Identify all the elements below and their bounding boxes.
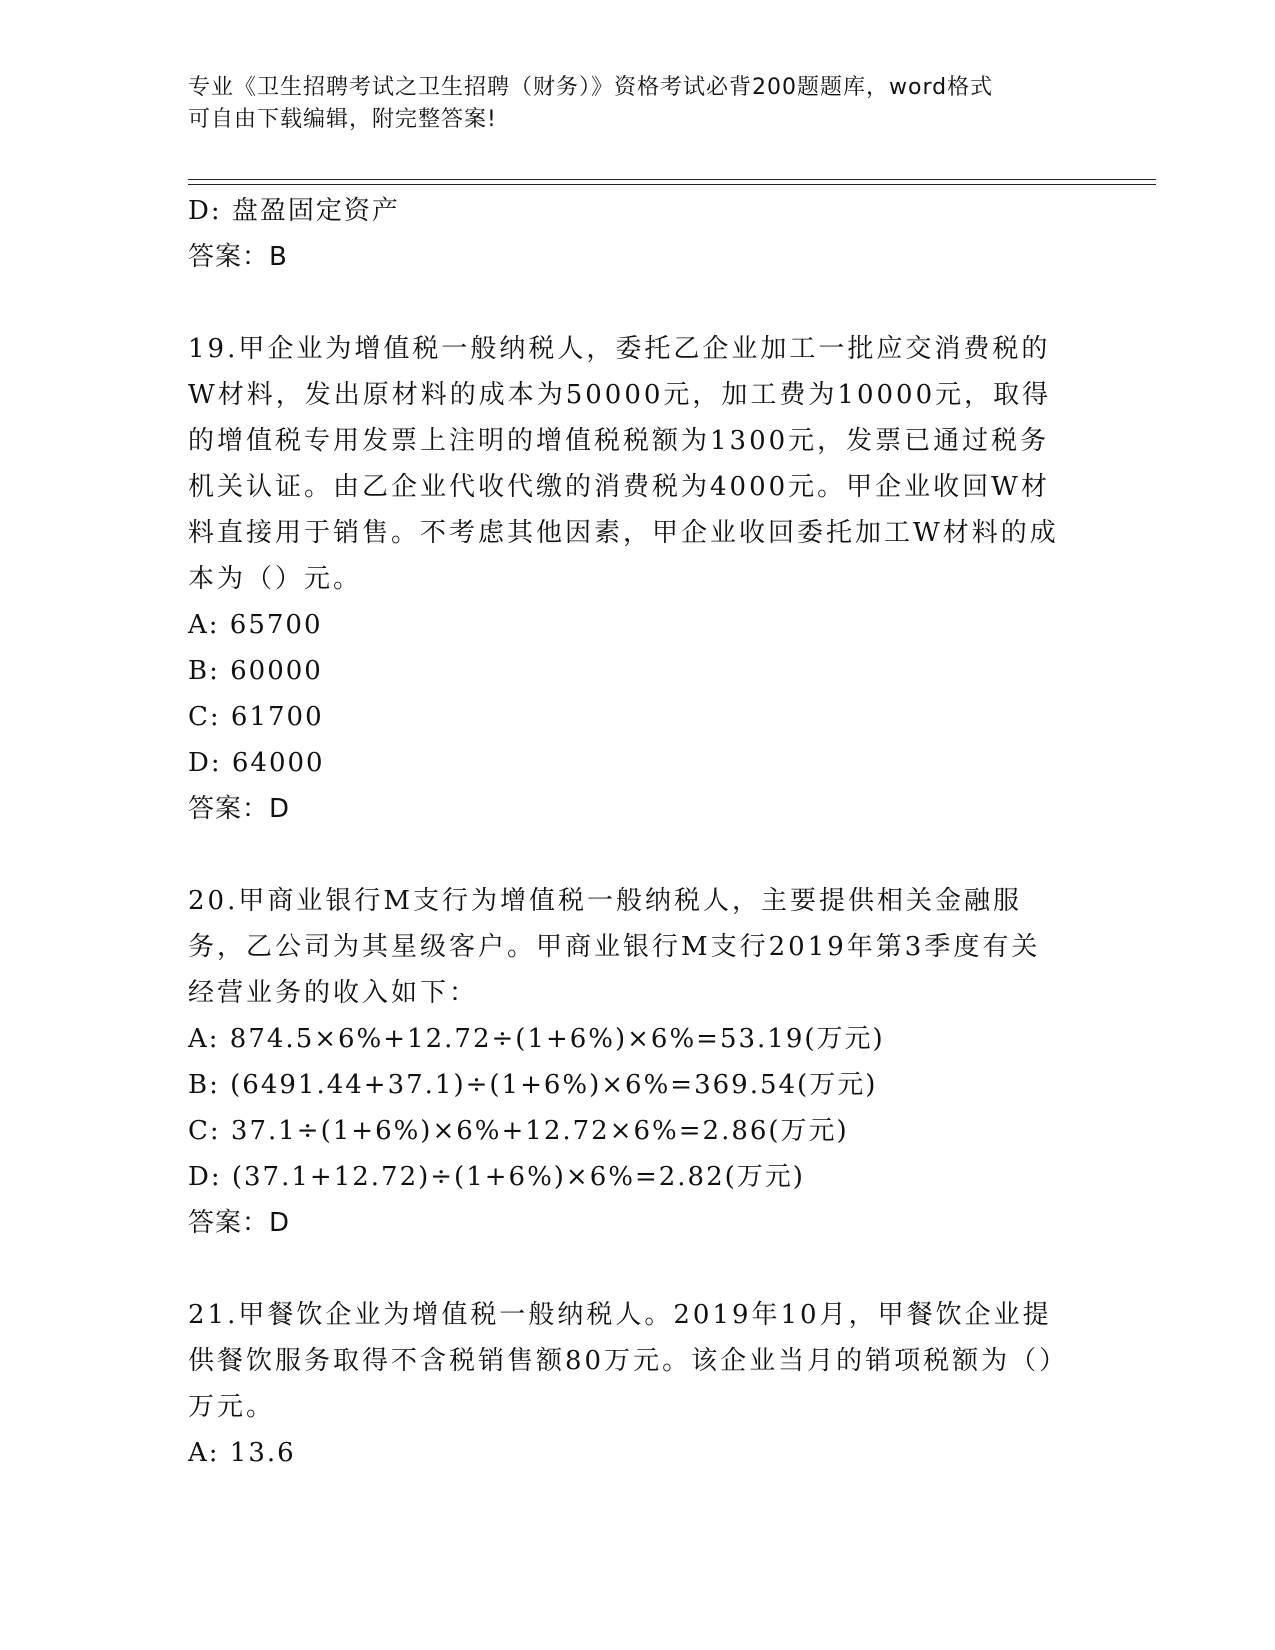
question-20-option-d: D: (37.1+12.72)÷(1+6%)×6%=2.82(万元) <box>188 1162 805 1192</box>
question-19-option-c: C: 61700 <box>188 702 324 732</box>
spacer <box>188 832 1088 878</box>
question-20-answer: 答案：D <box>188 1208 291 1238</box>
prev-answer: 答案：B <box>188 242 288 272</box>
question-19-stem: 19.甲企业为增值税一般纳税人，委托乙企业加工一批应交消费税的W材料，发出原材料的成本为50000元，加工费为10000元，取得的增值税专用发票上注明的增值税税额为1300元，发票已通过税务机关认证。由乙企业代收代缴的消费税为4000元。甲企业收回W材料直接用于销售。不考虑其他因素，甲企业收回委托加工W材料的成本为（）元。 <box>188 334 1059 594</box>
question-21-option-a: A: 13.6 <box>188 1438 296 1468</box>
question-20-option-c: C: 37.1÷(1+6%)×6%+12.72×6%=2.86(万元) <box>188 1116 849 1146</box>
header-rule-bottom <box>188 184 1156 185</box>
question-19-option-b: B: 60000 <box>188 656 323 686</box>
header-line-1: 专业《卫生招聘考试之卫生招聘（财务）》资格考试必背200题题库，word格式 <box>188 75 994 100</box>
spacer <box>188 280 1088 326</box>
prev-option-d: D: 盘盈固定资产 <box>188 196 400 226</box>
question-20-option-b: B: (6491.44+37.1)÷(1+6%)×6%=369.54(万元) <box>188 1070 878 1100</box>
question-21-stem: 21.甲餐饮企业为增值税一般纳税人。2019年10月，甲餐饮企业提供餐饮服务取得不含税销售额80万元。该企业当月的销项税额为（）万元。 <box>188 1300 1056 1422</box>
header-line-2: 可自由下载编辑，附完整答案! <box>188 107 497 132</box>
spacer <box>188 1246 1088 1292</box>
document-body <box>188 188 1088 1476</box>
question-20-option-a: A: 874.5×6%+12.72÷(1+6%)×6%=53.19(万元) <box>188 1024 885 1054</box>
question-19-answer: 答案：D <box>188 794 291 824</box>
document-header <box>188 72 1088 136</box>
question-19-option-d: D: 64000 <box>188 748 325 778</box>
header-rule-top <box>188 179 1156 180</box>
question-20-stem: 20.甲商业银行M支行为增值税一般纳税人，主要提供相关金融服务，乙公司为其星级客户。甲商业银行M支行2019年第3季度有关经营业务的收入如下： <box>188 886 1041 1008</box>
question-19-option-a: A: 65700 <box>188 610 323 640</box>
